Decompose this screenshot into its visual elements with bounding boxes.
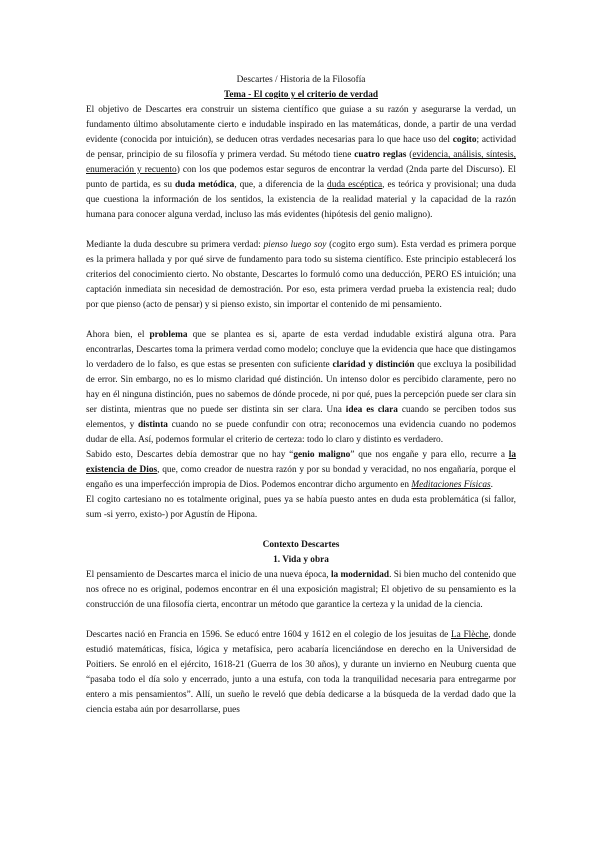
topic-title [86, 88, 516, 103]
paragraph-modernity [86, 568, 516, 613]
text-run: que excluya la posibilidad de error. Sin embargo, no es lo mismo claridad qué distinción. Un intenso dolor es percibido claramente, pero no hay en él ninguna distinción, pues no sabemos de dónde procede, ni por qué, pues la percepción puede ser clara sin ser distinta, mientras que no puede ser distinta sin ser clara. Una [86, 360, 517, 415]
term-pienso: pienso luego soy [263, 240, 327, 250]
text-run: (cogito ergo sum). Esta verdad es primera porque es la primera hallada y por qué sirve de fundamento para todo su sistema científico. Este principio establecerá los criterios del conocimiento cierto. No obstante, Descartes lo formuló como una deducción, PERO ES intuición; una captación inmediata sin necesidad de demostración. Por eso, esta primera verdad prueba la existencia real; dudo por que pienso (acto de pensar) y si pienso existo, sin importar el contenido de mi pensamiento. [86, 240, 517, 310]
term-claridad: claridad y distinción [332, 360, 415, 370]
term-meditaciones: Meditaciones Físicas [411, 480, 491, 490]
text-run: que se plantea es si, aparte de esta verdad indudable existirá alguna otra. Para encontrarlas, Descartes toma la primera verdad como modelo; concluye que la evidencia que hace que distingamos lo verdadero de lo falso, es que estas se presenten con suficiente [86, 330, 517, 370]
text-run: . Si bien mucho del contenido que nos ofrece no es original, podemos encontrar en él una exposición magistral; El objetivo de su pensamiento es la construcción de una filosofía cierta, encontrar un método que garantice la certeza y la unidad de la ciencia. [86, 570, 516, 610]
text-run: . [490, 480, 493, 490]
paragraph-first-truth [86, 238, 516, 313]
paragraph-biography [86, 628, 516, 718]
term-cuatro-reglas: cuatro reglas [354, 150, 407, 160]
paragraph-gap [86, 523, 516, 538]
text-run: El objetivo de Descartes era construir un sistema científico que guiase a su razón y asegurarse la verdad, un fundamento último absolutamente cierto e indudable inspirado en las matemáticas, donde, a partir de una verdad evidente (conocida por intuición), se deducen otras verdades necesarias para lo que hace uso del [86, 105, 516, 145]
term-duda-metodica: duda metódica [175, 180, 235, 190]
term-distinta: distinta [137, 420, 168, 430]
paragraph-objective [86, 103, 516, 223]
paragraph-problem [86, 328, 516, 448]
term-genio-maligno: genio maligno [293, 450, 351, 460]
paragraph-gap [86, 313, 516, 328]
text-run: , es teórica y provisional; una duda que cuestiona la información de los sentidos, la existencia de la realidad material y la capacidad de la razón humana para conocer alguna verdad, incluso las más evidentes (hipótesis del genio maligno). [86, 180, 516, 220]
term-modernidad: la modernidad [330, 570, 390, 580]
text-run: Mediante la duda descubre su primera verdad: [86, 240, 264, 250]
term-problema: problema [149, 330, 188, 340]
term-reglas-list: evidencia, análisis, síntesis, enumeración y recuento [86, 150, 516, 175]
paragraph-genio [86, 448, 516, 493]
term-la-fleche: La Flèche [450, 630, 489, 640]
text-run: Sabido esto, Descartes debía demostrar que no hay “ [86, 450, 294, 460]
topic-title-text: Tema - El cogito y el criterio de verdad [223, 90, 379, 100]
term-duda-esceptica: duda escéptica [327, 180, 383, 190]
section-title: Contexto Descartes [262, 540, 340, 550]
term-cogito: cogito [452, 135, 477, 145]
text-run: ) con los que podemos estar seguros de encontrar la verdad (2nda parte del Discurso). El punto de partida, es su [86, 165, 516, 190]
text-run: , donde estudió matemáticas, física, lógica y metafísica, pero acabaría licenciándose en derecho en la Universidad de Poitiers. Se enroló en el ejército, 1618-21 (Guerra de los 30 años), y durante un invierno en Neuburg cuenta que “pasaba todo el día solo y encerrado, junto a una estufa, con toda la tranquilidad necesaria para entregarme por entero a mis pensamientos”. Allí, un sueño le reveló que debía dedicarse a la búsqueda de la verdad dado que la ciencia estaba aún por desarrollarse, pues [86, 630, 516, 715]
text-run: , que, a diferencia de la [234, 180, 328, 190]
document-body [86, 73, 516, 718]
paragraph-gap [86, 223, 516, 238]
text-run: ” que nos engañe y para ello, recurre a [350, 450, 509, 460]
text-run: cuando se perciben todos sus elementos, y [86, 405, 516, 430]
text-run: Descartes nació en Francia en 1596. Se educó entre 1604 y 1612 en el colegio de los jesuitas de [86, 630, 451, 640]
text-run: cuando no se puede confundir con otra; reconocemos una evidencia cuando no podemos dudar de ella. Así, podemos formular el criterio de certeza: todo lo claro y distinto es verdadero. [86, 420, 516, 445]
term-idea-clara: idea es clara [345, 405, 398, 415]
paragraph-gap [86, 613, 516, 628]
text-run: , que, como creador de nuestra razón y por su bondad y veracidad, no nos engañaría, porque el engaño es una imperfección impropia de Dios. Podemos encontrar dicho argumento en [86, 465, 516, 490]
text-run: ( [406, 150, 413, 160]
text-run: ; actividad de pensar, principio de su filosofía y primera verdad. Su método tiene [86, 135, 516, 160]
term-existencia-dios: la existencia de Dios [86, 450, 516, 475]
subsection-title: 1. Vida y obra [273, 555, 329, 565]
text-run: El pensamiento de Descartes marca el inicio de una nueva época, [86, 570, 331, 580]
paragraph-cogito-origin: El cogito cartesiano no es totalmente original, pues ya se había puesto antes en duda esta problemática (si fallor, sum -si yerro, existo-) por Agustín de Hipona. [86, 495, 516, 520]
course-header: Descartes / Historia de la Filosofía [236, 75, 366, 85]
text-run: Ahora bien, el [86, 330, 150, 340]
